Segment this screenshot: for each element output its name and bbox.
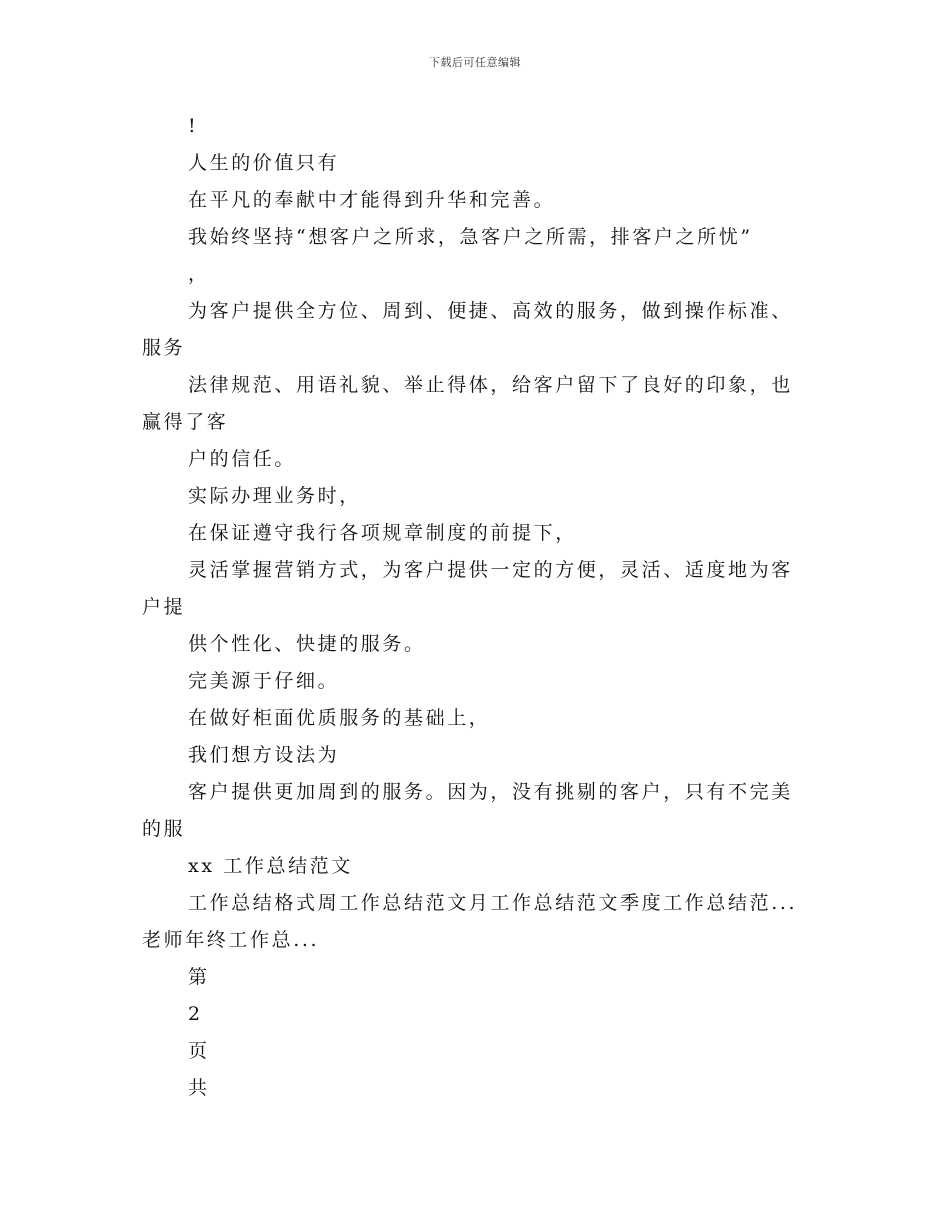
text-line: 供个性化、快捷的服务。: [188, 633, 426, 655]
text-line: 在平凡的奉献中才能得到升华和完善。: [188, 189, 556, 211]
text-line: 我们想方设法为: [188, 744, 340, 766]
text-line: 客户提供更加周到的服务。因为，没有挑剔的客户，只有不完美: [188, 781, 793, 803]
text-line: 我始终坚持“想客户之所求，急客户之所需，排客户之所忧”: [188, 226, 753, 248]
text-line: 共: [188, 1077, 210, 1099]
text-line: 2: [188, 1003, 203, 1025]
text-line: !: [188, 115, 199, 137]
text-line: 为客户提供全方位、周到、便捷、高效的服务，做到操作标准、: [188, 300, 793, 322]
text-line: 灵活掌握营销方式，为客户提供一定的方便，灵活、适度地为客: [188, 559, 793, 581]
text-line: 页: [188, 1040, 210, 1062]
text-line: 法律规范、用语礼貌、举止得体，给客户留下了良好的印象，也: [188, 374, 793, 396]
page-header: 下载后可任意编辑: [429, 56, 521, 69]
text-line: 赢得了客: [142, 411, 229, 433]
text-line: 实际办理业务时，: [188, 485, 361, 507]
text-line: 老师年终工作总...: [142, 929, 320, 951]
text-line: 户提: [142, 596, 186, 618]
text-line: 的服: [142, 818, 186, 840]
text-line: 第: [188, 966, 210, 988]
text-line: 户的信任。: [188, 448, 297, 470]
document-body: [142, 108, 832, 1107]
text-line: xx 工作总结范文: [188, 855, 353, 877]
text-line: 服务: [142, 337, 186, 359]
text-line: 工作总结格式周工作总结范文月工作总结范文季度工作总结范...: [188, 892, 798, 914]
text-line: ，: [188, 263, 210, 285]
text-line: 完美源于仔细。: [188, 670, 340, 692]
text-line: 在保证遵守我行各项规章制度的前提下，: [188, 522, 577, 544]
text-line: 人生的价值只有: [188, 152, 340, 174]
text-line: 在做好柜面优质服务的基础上，: [188, 707, 491, 729]
